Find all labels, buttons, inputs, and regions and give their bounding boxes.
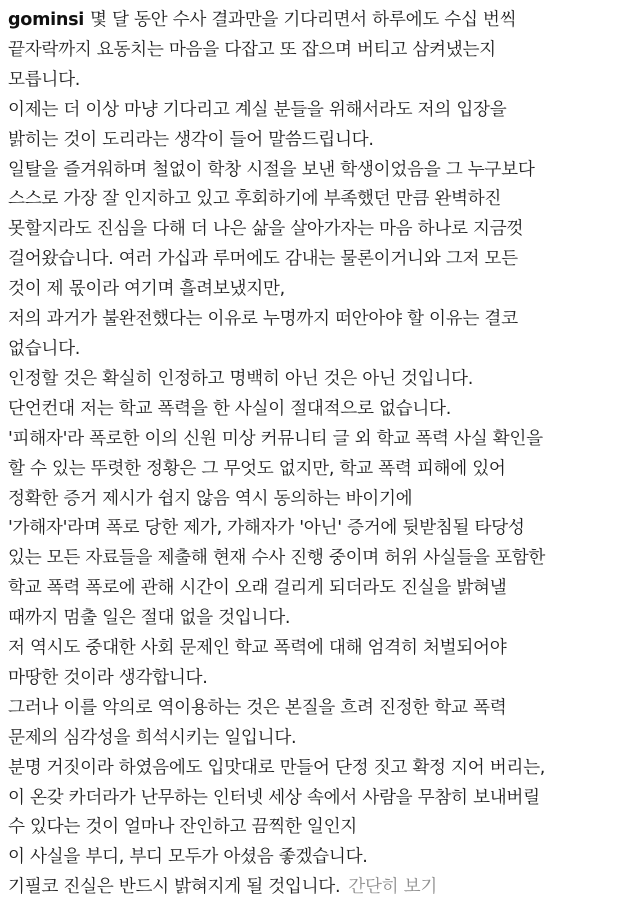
username-link[interactable]: gominsi	[8, 10, 84, 30]
caption-line: 인정할 것은 확실히 인정하고 명백히 아닌 것은 아닌 것입니다.	[8, 368, 474, 389]
caption-line: 있는 모든 자료들을 제출해 현재 수사 진행 중이며 허위 사실들을 포함한	[8, 548, 546, 569]
caption-line: 못할지라도 진심을 다해 더 나은 삶을 살아가자는 마음 하나로 지금껏	[8, 219, 524, 240]
caption-line: 이제는 더 이상 마냥 기다리고 계실 분들을 위해서라도 저의 입장을	[8, 99, 507, 120]
caption-line: 분명 거짓이라 하였음에도 입맛대로 만들어 단정 짓고 확정 지어 버리는,	[8, 757, 546, 778]
caption-line: 일탈을 즐겨워하며 철없이 학창 시절을 보낸 학생이었음을 그 누구보다	[8, 159, 535, 180]
caption-text: 기필코 진실은 반드시 밝혀지게 될 것입니다.	[8, 877, 341, 898]
caption-line: 저 역시도 중대한 사회 문제인 학교 폭력에 대해 엄격히 처벌되어야	[8, 638, 507, 659]
show-less-link[interactable]: 간단히 보기	[348, 877, 438, 898]
caption-line: 것이 제 몫이라 여기며 흘려보냈지만,	[8, 279, 285, 300]
caption-line: 정확한 증거 제시가 쉽지 않음 역시 동의하는 바이기에	[8, 488, 413, 509]
caption-body	[8, 36, 628, 873]
caption-last-line	[8, 873, 628, 903]
caption-line: 학교 폭력 폭로에 관해 시간이 오래 걸리게 되더라도 진실을 밝혀낼	[8, 578, 507, 599]
caption-line: 없습니다.	[8, 338, 81, 359]
caption-line: 밝히는 것이 도리라는 생각이 들어 말씀드립니다.	[8, 129, 374, 150]
caption-line: '가해자'라며 폭로 당한 제가, 가해자가 '아닌' 증거에 뒷받침될 타당성	[8, 518, 525, 539]
caption-line: 이 사실을 부디, 부디 모두가 아셨음 좋겠습니다.	[8, 847, 368, 868]
caption-line: 마땅한 것이라 생각합니다.	[8, 667, 208, 688]
caption-line: 그러나 이를 악의로 역이용하는 것은 본질을 흐려 진정한 학교 폭력	[8, 697, 507, 718]
caption-line: 걸어왔습니다. 여러 가십과 루머에도 감내는 물론이거니와 그저 모든	[8, 249, 518, 270]
caption-line: 모릅니다.	[8, 69, 81, 90]
caption-line: 단언컨대 저는 학교 폭력을 한 사실이 절대적으로 없습니다.	[8, 398, 452, 419]
caption-line: 때까지 멈출 일은 절대 없을 것입니다.	[8, 608, 291, 629]
caption-line: 수 있다는 것이 얼마나 잔인하고 끔찍한 일인지	[8, 817, 357, 838]
caption-line: 저의 과거가 불완전했다는 이유로 누명까지 떠안아야 할 이유는 결코	[8, 309, 518, 330]
caption-line: 문제의 심각성을 희석시키는 일입니다.	[8, 727, 297, 748]
caption-line: 할 수 있는 뚜렷한 정황은 그 무엇도 없지만, 학교 폭력 피해에 있어	[8, 458, 506, 479]
caption-line: '피해자'라 폭로한 이의 신원 미상 커뮤니티 글 외 학교 폭력 사실 확인을	[8, 428, 543, 449]
caption-first-line	[8, 6, 628, 36]
caption-line: 스스로 가장 잘 인지하고 있고 후회하기에 부족했던 만큼 완벽하진	[8, 189, 502, 210]
caption-text: 몇 달 동안 수사 결과만을 기다리면서 하루에도 수십 번씩	[89, 10, 517, 30]
caption-line: 끝자락까지 요동치는 마음을 다잡고 또 잡으며 버티고 삼켜냈는지	[8, 39, 496, 60]
caption-line: 이 온갖 카더라가 난무하는 인터넷 세상 속에서 사람을 무참히 보내버릴	[8, 787, 540, 808]
